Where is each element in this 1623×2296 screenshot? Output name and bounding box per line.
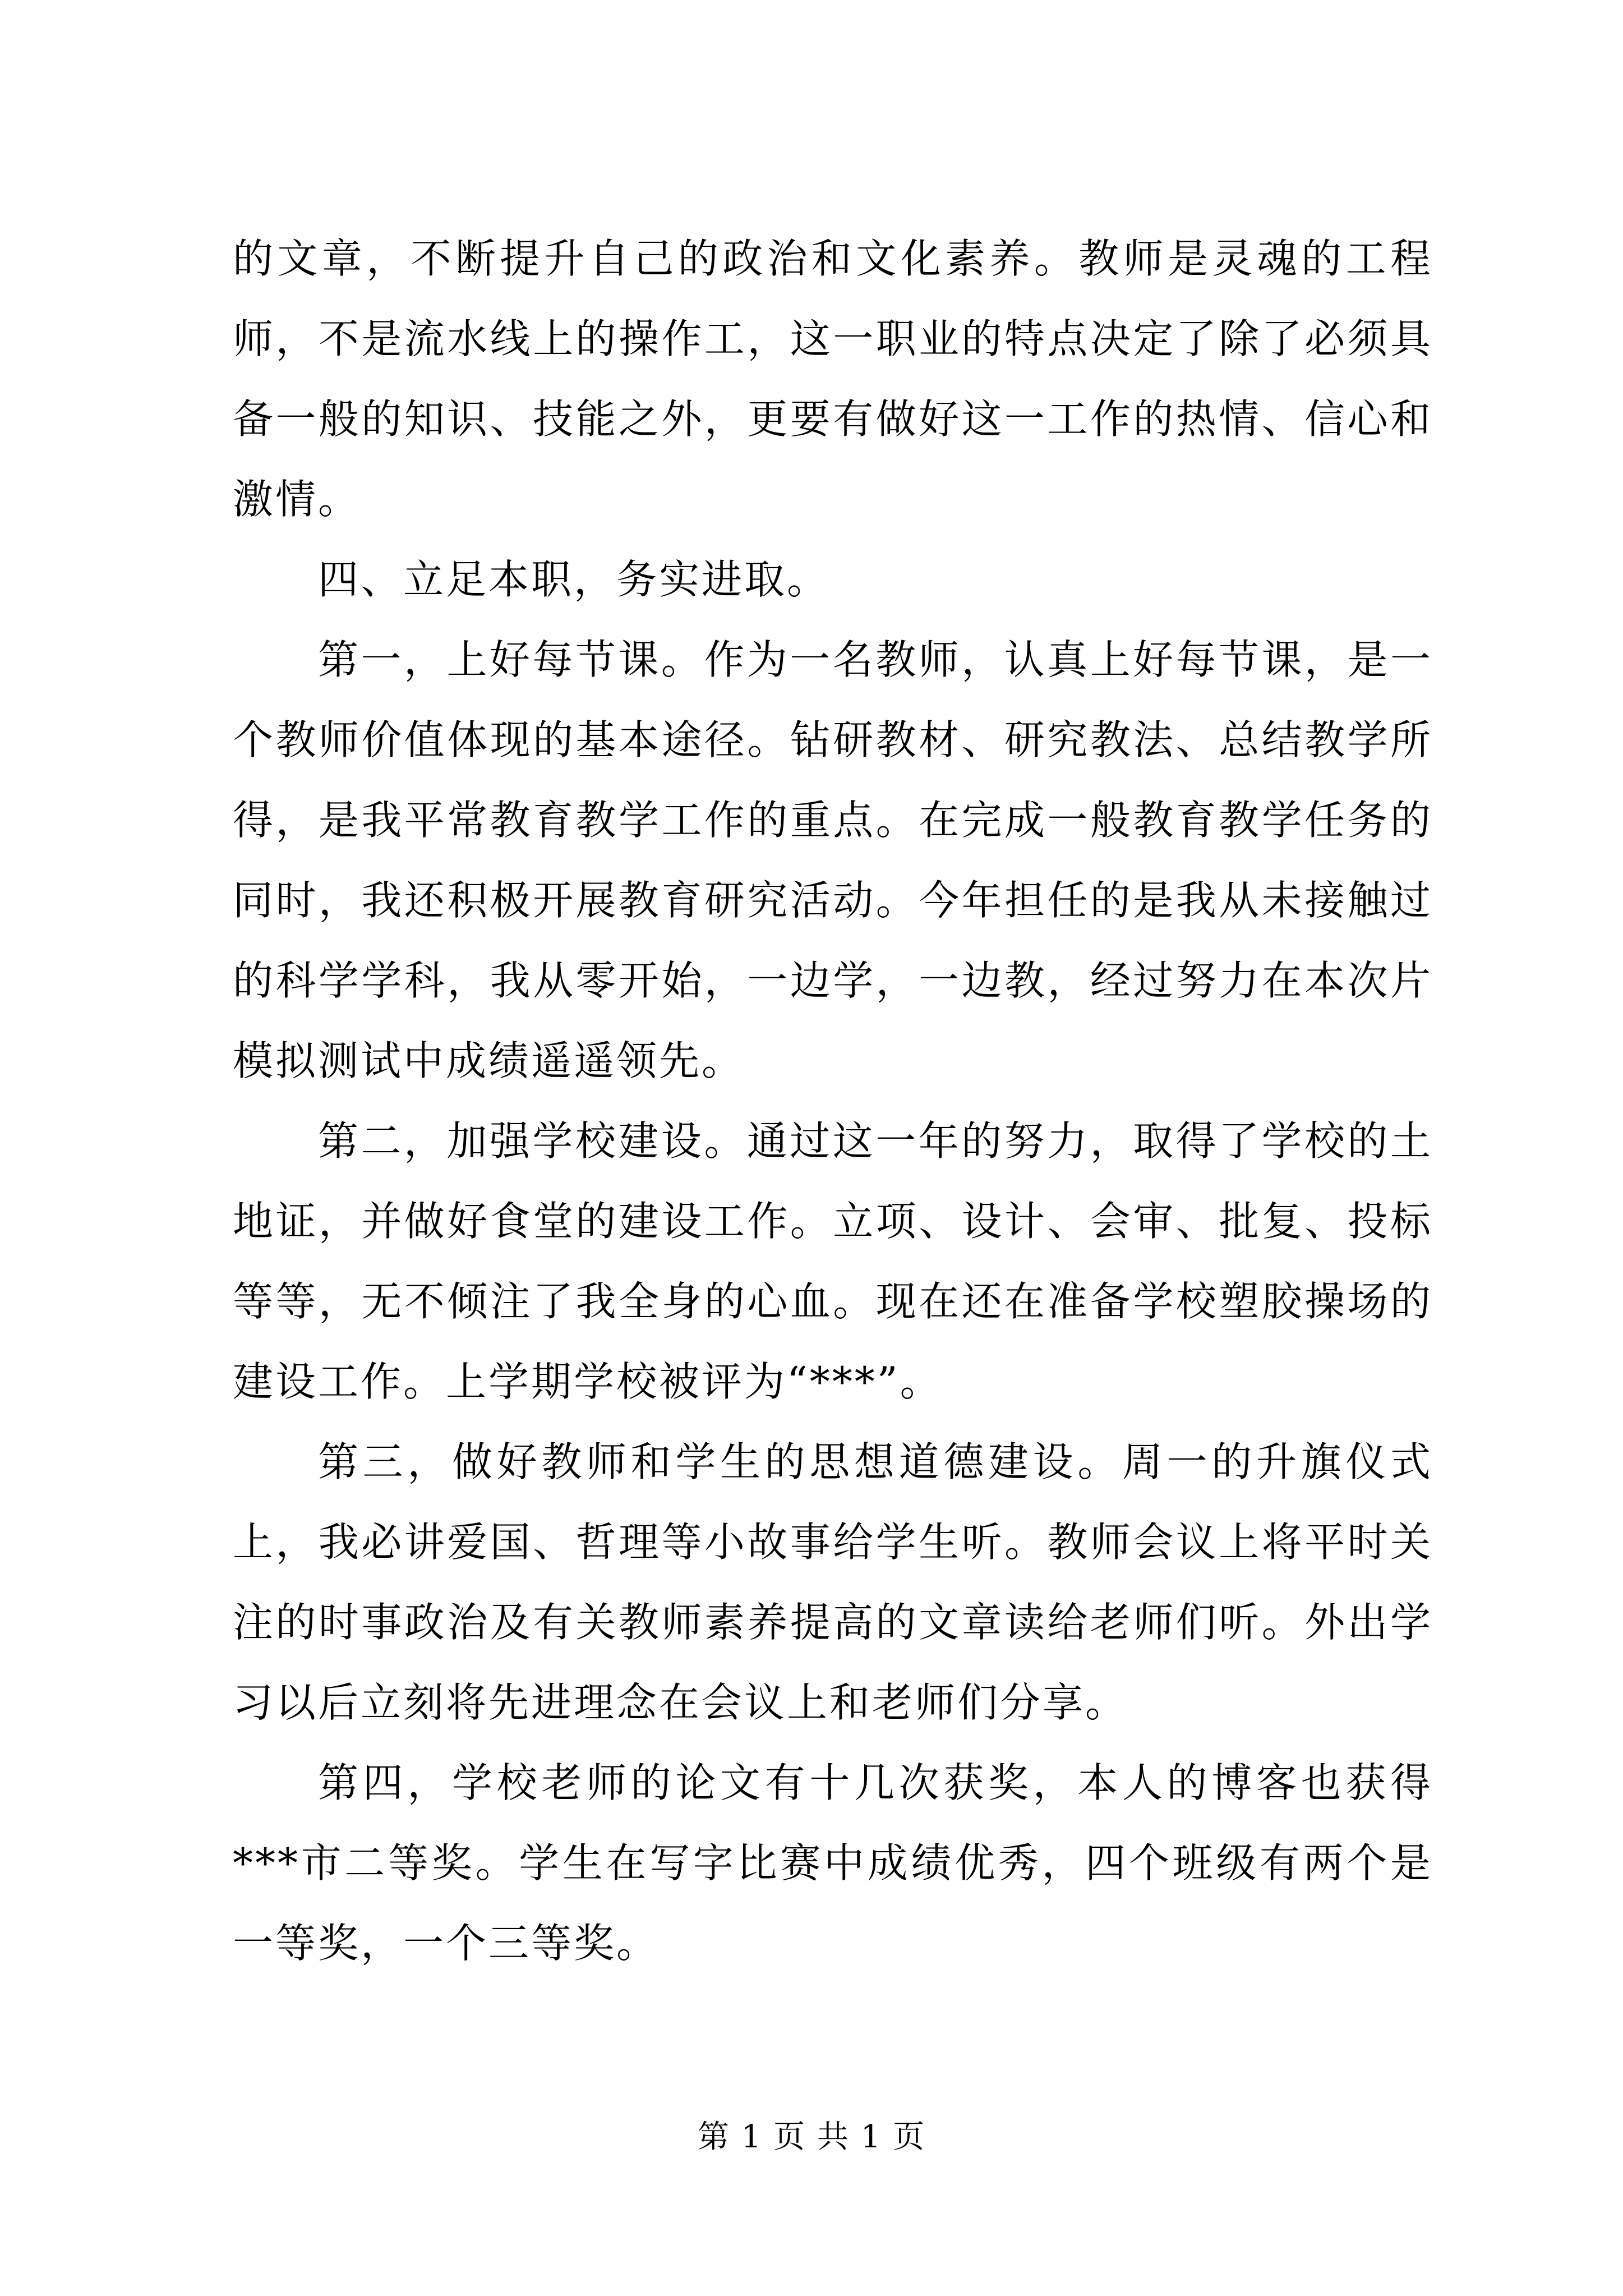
section-heading: 四、立足本职，务实进取。 <box>318 556 830 603</box>
paragraph-third: 第三，做好教师和学生的思想道德建设。周一的升旗仪式上，我必讲爱国、哲理等小故事给学生听。教师会议上将平时关注的时事政治及有关教师素养提高的文章读给老师们听。外出学习以后立刻将先进理念在会议上和老师们分享。 <box>233 1438 1433 1726</box>
paragraph-continuation: 的文章，不断提升自己的政治和文化素养。教师是灵魂的工程师，不是流水线上的操作工，这一职业的特点决定了除了必须具备一般的知识、技能之外，更要有做好这一工作的热情、信心和激情。 <box>233 235 1433 523</box>
document-body <box>233 219 1433 1984</box>
page-footer: 第 1 页 共 1 页 <box>697 2119 926 2155</box>
paragraph-first: 第一，上好每节课。作为一名教师，认真上好每节课，是一个教师价值体现的基本途径。钻研教材、研究教法、总结教学所得，是我平常教育教学工作的重点。在完成一般教育教学任务的同时，我还积极开展教育研究活动。今年担任的是我从未接触过的科学学科，我从零开始，一边学，一边教，经过努力在本次片模拟测试中成绩遥遥领先。 <box>233 636 1433 1084</box>
paragraph-fourth: 第四，学校老师的论文有十几次获奖，本人的博客也获得***市二等奖。学生在写字比赛中成绩优秀，四个班级有两个是一等奖，一个三等奖。 <box>233 1759 1433 1967</box>
paragraph-second: 第二，加强学校建设。通过这一年的努力，取得了学校的土地证，并做好食堂的建设工作。立项、设计、会审、批复、投标等等，无不倾注了我全身的心血。现在还在准备学校塑胶操场的建设工作。上学期学校被评为“***”。 <box>233 1117 1433 1405</box>
